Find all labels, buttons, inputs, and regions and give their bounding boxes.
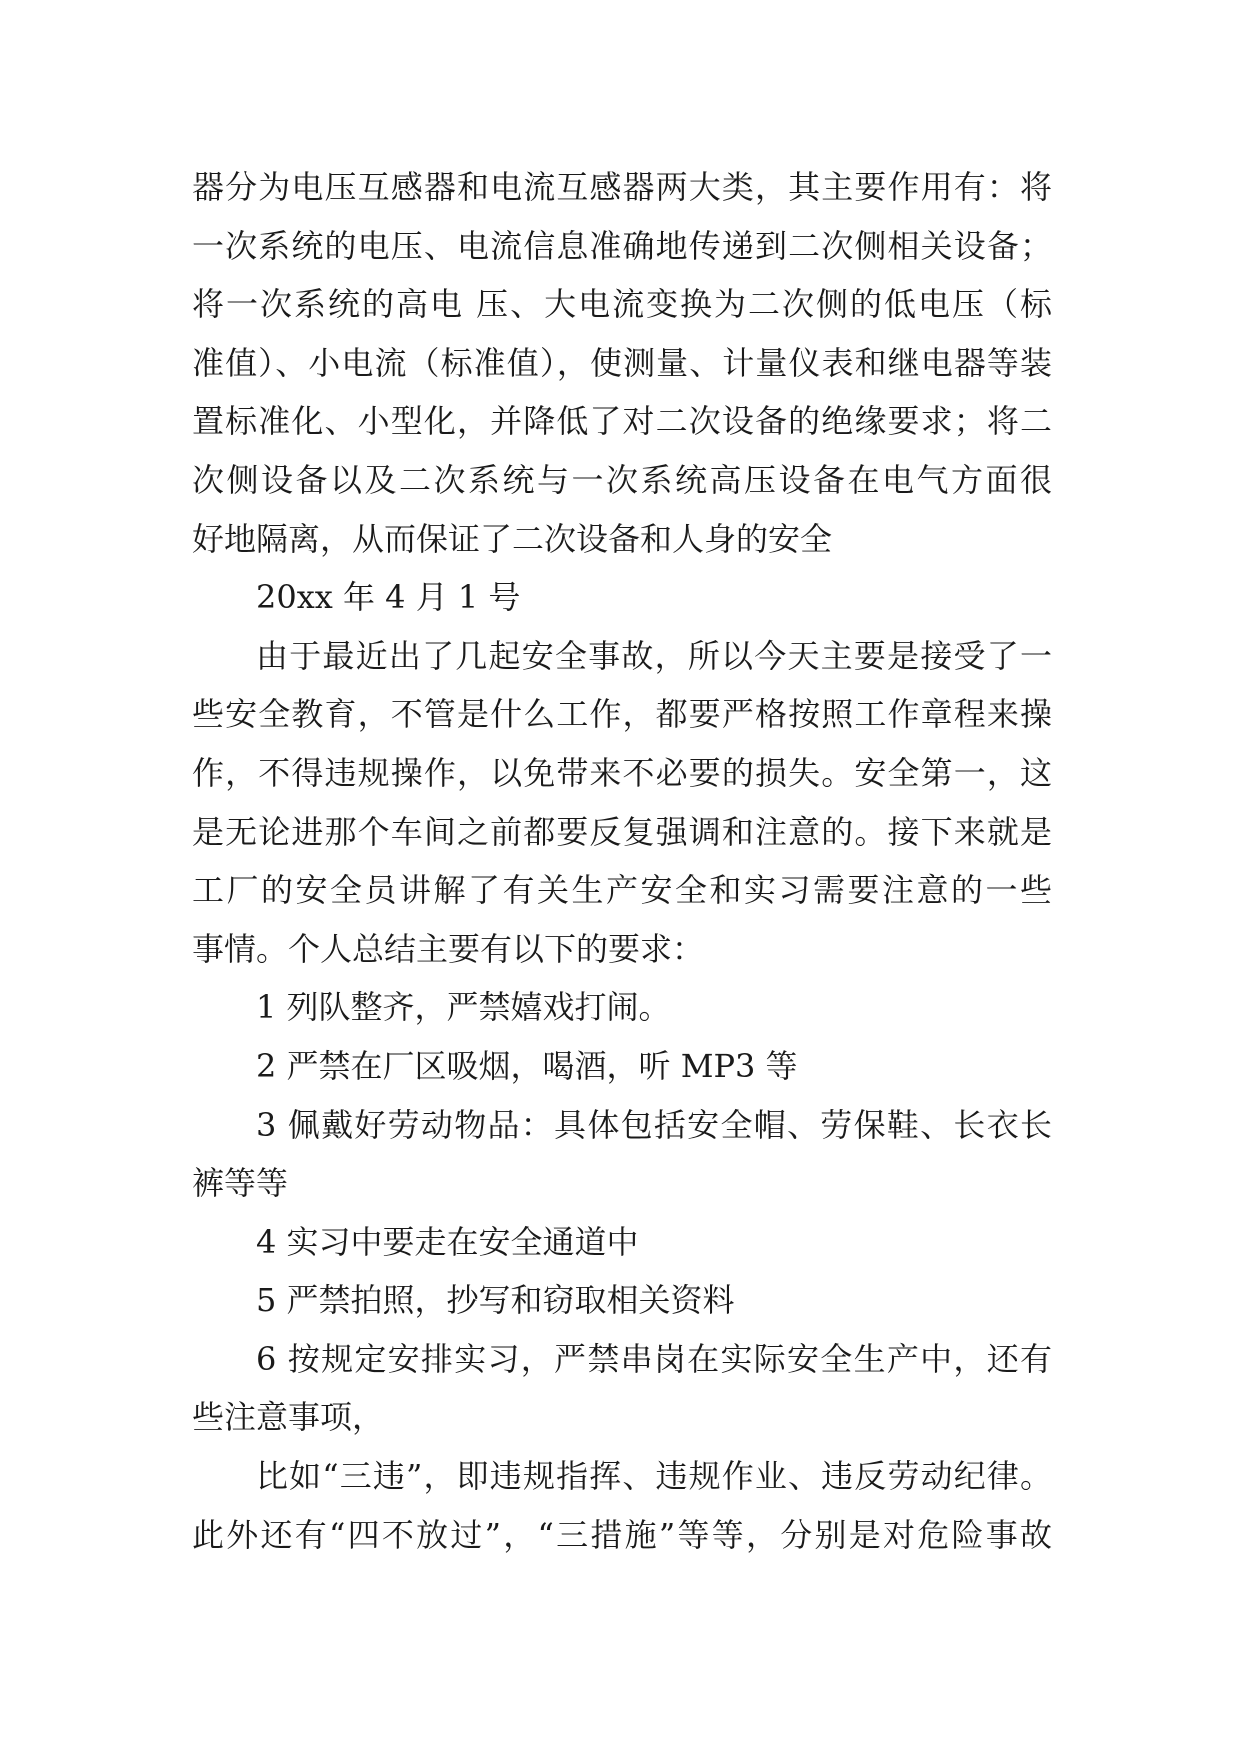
list-item: 4 实习中要走在安全通道中 — [256, 1222, 639, 1261]
list-item: 3 佩戴好劳动物品：具体包括安全帽、劳保鞋、长衣长 — [256, 1105, 1052, 1144]
text-line: 置标准化、小型化，并降低了对二次设备的绝缘要求；将二 — [192, 402, 1052, 441]
list-item: 2 严禁在厂区吸烟，喝酒，听 MP3 等 — [256, 1046, 798, 1085]
text-line: 准值）、小电流（标准值），使测量、计量仪表和继电器等装 — [192, 343, 1052, 382]
text-line: 一次系统的电压、电流信息准确地传递到二次侧相关设备； — [192, 226, 1052, 265]
text-line: 是无论进那个车间之前都要反复强调和注意的。接下来就是 — [192, 812, 1052, 851]
text-line: 此外还有“四不放过”，“三措施”等等，分别是对危险事故 — [192, 1515, 1052, 1554]
date-line: 20xx 年 4 月 1 号 — [256, 578, 521, 617]
text-line: 裤等等 — [192, 1164, 289, 1203]
text-line: 些安全教育，不管是什么工作，都要严格按照工作章程来操 — [192, 695, 1052, 734]
list-item: 1 列队整齐，严禁嬉戏打闹。 — [256, 988, 671, 1027]
text-line: 事情。个人总结主要有以下的要求： — [192, 929, 705, 968]
body-text — [192, 158, 1052, 1564]
text-line: 将一次系统的高电 压、大电流变换为二次侧的低电压（标 — [192, 285, 1052, 324]
text-line: 工厂的安全员讲解了有关生产安全和实习需要注意的一些 — [192, 871, 1052, 910]
list-item: 6 按规定安排实习，严禁串岗在实际安全生产中，还有 — [256, 1339, 1052, 1378]
list-item: 5 严禁拍照，抄写和窃取相关资料 — [256, 1281, 735, 1320]
text-line: 比如“三违”，即违规指挥、违规作业、违反劳动纪律。 — [256, 1457, 1052, 1496]
text-line: 次侧设备以及二次系统与一次系统高压设备在电气方面很 — [192, 460, 1052, 499]
text-line: 器分为电压互感器和电流互感器两大类，其主要作用有：将 — [192, 168, 1052, 206]
text-line: 由于最近出了几起安全事故，所以今天主要是接受了一 — [256, 636, 1052, 675]
text-line: 些注意事项， — [192, 1398, 385, 1437]
text-line: 作，不得违规操作，以免带来不必要的损失。安全第一，这 — [192, 753, 1052, 792]
text-line: 好地隔离，从而保证了二次设备和人身的安全 — [192, 519, 833, 558]
